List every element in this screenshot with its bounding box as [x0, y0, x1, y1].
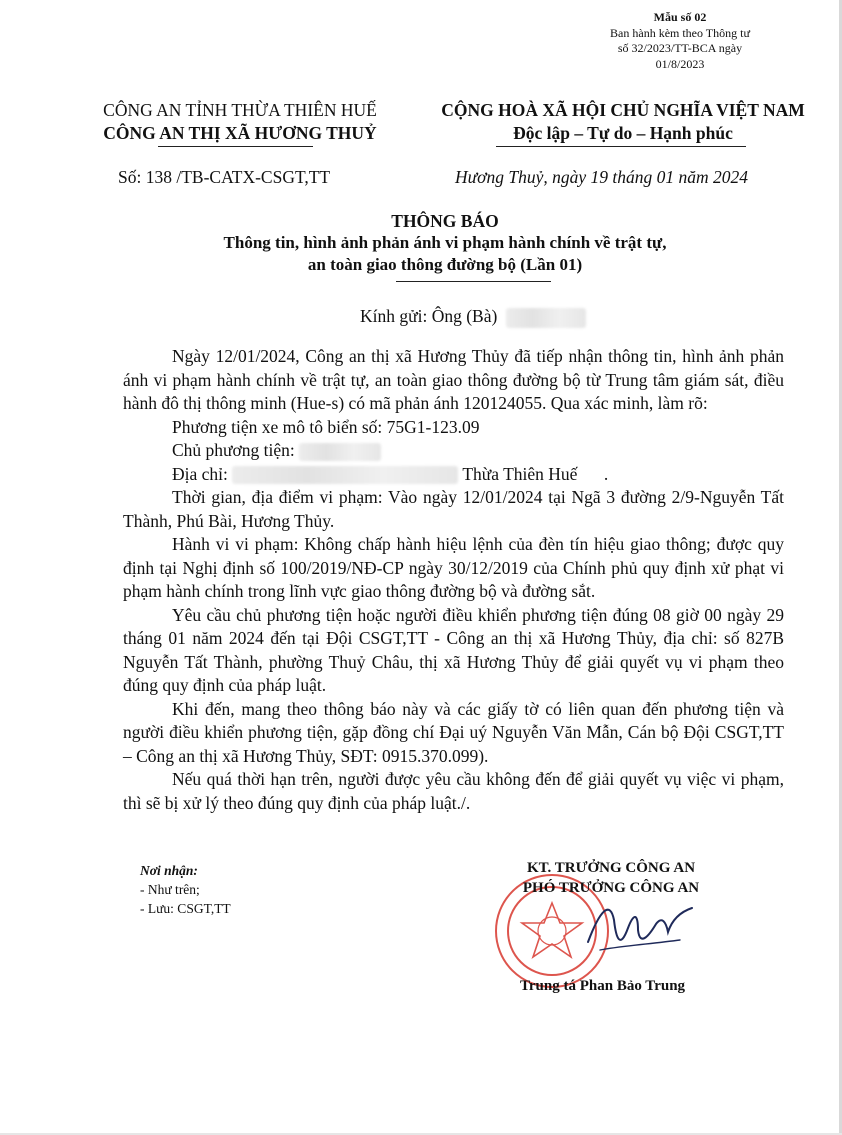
- vehicle-plate: Phương tiện xe mô tô biển số: 75G1-123.09: [172, 416, 480, 437]
- redacted-owner: [299, 443, 381, 461]
- document-title: [70, 210, 820, 276]
- paragraph-warning: Nếu quá thời hạn trên, người được yêu cầu không đến để giải quyết vụ việc vi phạm, thì sẽ bị xử lý theo đúng quy định của pháp luật./.: [123, 769, 784, 813]
- place-date: Hương Thuỷ, ngày 19 tháng 01 năm 2024: [455, 167, 749, 187]
- form-number: Mẫu số 02: [653, 10, 707, 24]
- paragraph-violation: Hành vi vi phạm: Không chấp hành hiệu lệnh của đèn tín hiệu giao thông; được quy định tại Nghị định số 100/2019/NĐ-CP ngày 30/12/2019 của Chính phủ quy định xử phạt vi phạm hành chính trong lĩnh vực giao thông đường bộ và đường sắt.: [123, 534, 784, 601]
- title-subject-line2: an toàn giao thông đường bộ (Lần 01): [307, 255, 583, 274]
- address-label: Địa chỉ:: [172, 463, 228, 484]
- form-circular-date: 01/8/2023: [655, 56, 705, 71]
- form-issued-with: Ban hành kèm theo Thông tư: [610, 25, 750, 40]
- signer-name: Trung tá Phan Bảo Trung: [520, 978, 686, 994]
- paragraph-time-place: Thời gian, địa điểm vi phạm: Vào ngày 12/01/2024 tại Ngã 3 đường 2/9-Nguyễn Tất Thành, Phú Bài, Hương Thủy.: [123, 487, 784, 531]
- national-title: CỘNG HOÀ XÃ HỘI CHỦ NGHĨA VIỆT NAM: [441, 100, 805, 120]
- agency-name: CÔNG AN THỊ XÃ HƯƠNG THUỶ: [103, 123, 377, 143]
- handwritten-signature: [580, 890, 700, 970]
- signer-authority: KT. TRƯỞNG CÔNG AN: [526, 860, 696, 876]
- redacted-name: [506, 308, 586, 328]
- paragraph-bring-documents: Khi đến, mang theo thông báo này và các giấy tờ có liên quan đến phương tiện và người điều khiển phương tiện, gặp đồng chí Đại uý Nguyễn Văn Mẫn, Cán bộ Đội CSGT,TT – Công an thị xã Hương Thủy, SĐT: 0915.370.099).: [123, 698, 784, 766]
- vehicle-owner-line: [123, 439, 784, 463]
- motto-underline: [496, 146, 746, 147]
- greeting: [360, 306, 586, 328]
- document-body: [123, 345, 784, 815]
- owner-label: Chủ phương tiện:: [172, 440, 295, 460]
- address-province: Thừa Thiên Huế: [462, 463, 578, 484]
- recipient-item: - Như trên;: [140, 882, 200, 897]
- paragraph-request: Yêu cầu chủ phương tiện hoặc người điều khiển phương tiện đúng 08 giờ 00 ngày 29 tháng 01 năm 2024 đến tại Đội CSGT,TT - Công an thị xã Hương Thủy, địa chỉ: số 827B Nguyễn Tất Thành, phường Thuỷ Châu, thị xã Hương Thủy để giải quyết vụ vi phạm theo đúng quy định của pháp luật.: [123, 604, 784, 695]
- form-reference: [560, 10, 800, 72]
- title-subject-line1: Thông tin, hình ảnh phản ánh vi phạm hành chính về trật tự,: [223, 233, 667, 252]
- national-header: [412, 99, 834, 145]
- paragraph-intro: Ngày 12/01/2024, Công an thị xã Hương Thủy đã tiếp nhận thông tin, hình ảnh phản ánh vi phạm hành chính về trật tự, an toàn giao thông đường bộ từ Trung tâm giám sát, điều hành đô thị thông minh (Hue-s) có mã phản ánh 120124055. Qua xác minh, làm rõ:: [123, 346, 784, 413]
- signer-position: PHÓ TRƯỞNG CÔNG AN: [522, 880, 700, 896]
- recipient-item: - Lưu: CSGT,TT: [140, 901, 231, 916]
- recipients-block: [140, 861, 231, 918]
- greeting-text: Kính gửi: Ông (Bà): [360, 306, 498, 326]
- form-circular: số 32/2023/TT-BCA ngày: [617, 41, 743, 55]
- national-motto: Độc lập – Tự do – Hạnh phúc: [513, 123, 733, 143]
- title-underline: [396, 281, 551, 282]
- signature-block: [500, 858, 722, 898]
- address-end: .: [603, 463, 609, 484]
- document-number: Số: 138 /TB-CATX-CSGT,TT: [118, 167, 331, 187]
- redacted-address: [232, 466, 458, 484]
- address-line: [123, 463, 784, 487]
- recipients-heading: Nơi nhận:: [140, 863, 198, 878]
- agency-parent: CÔNG AN TỈNH THỪA THIÊN HUẾ: [103, 100, 377, 120]
- agency-underline: [158, 146, 313, 147]
- title-main: THÔNG BÁO: [391, 211, 499, 231]
- issuing-agency: [70, 99, 410, 145]
